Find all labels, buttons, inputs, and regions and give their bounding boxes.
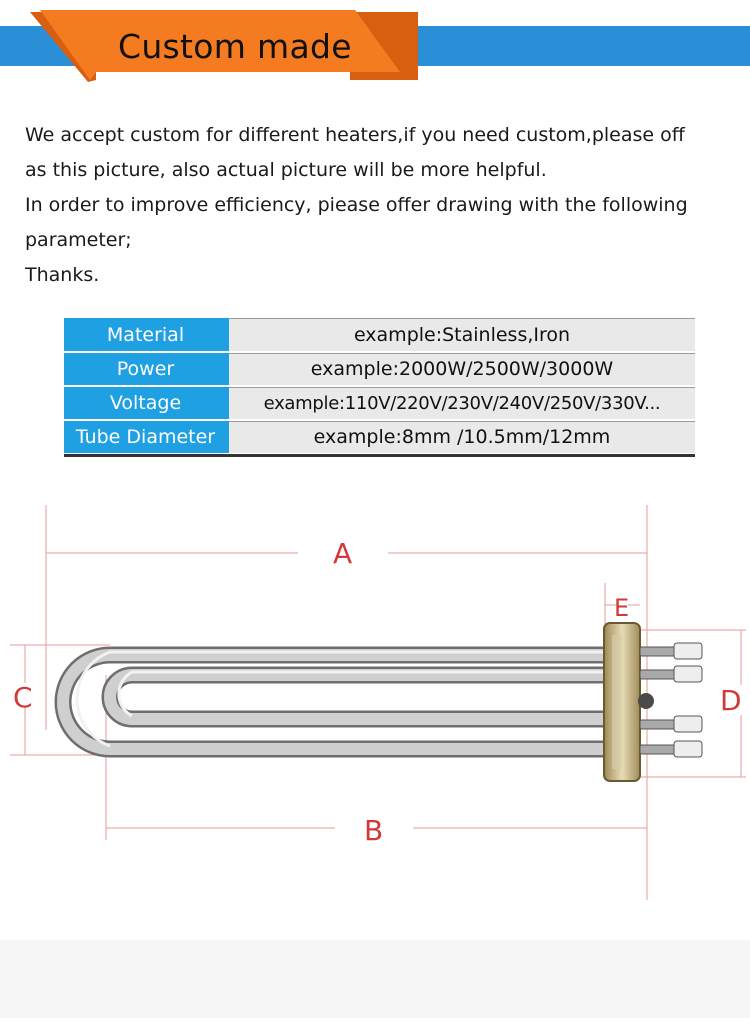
terminal-tab xyxy=(674,716,702,732)
param-label-voltage: Voltage xyxy=(64,386,228,420)
param-label-material: Material xyxy=(64,318,228,352)
param-value-tube-diameter: example:8mm /10.5mm/12mm xyxy=(228,420,695,454)
intro-line: We accept custom for different heaters,if you need custom,please off xyxy=(25,124,685,146)
terminal-tab xyxy=(674,666,702,682)
dim-label-e: E xyxy=(614,594,630,622)
param-label-tube-diameter: Tube Diameter xyxy=(64,420,228,454)
intro-line: as this picture, also actual picture will be more helpful. xyxy=(25,159,547,181)
dim-label-b: B xyxy=(364,814,384,847)
param-label-power: Power xyxy=(64,352,228,386)
parameter-table xyxy=(64,318,695,455)
table-row xyxy=(64,318,695,352)
ground-screw xyxy=(638,693,654,709)
footer-area xyxy=(0,940,750,1018)
dim-label-c: C xyxy=(13,681,33,714)
param-value-power: example:2000W/2500W/3000W xyxy=(228,352,695,386)
intro-line: parameter; xyxy=(25,229,132,251)
inner-tube-shadow xyxy=(110,675,612,719)
param-value-material: example:Stainless,Iron xyxy=(228,318,695,352)
terminals xyxy=(638,643,702,757)
banner-title: Custom made xyxy=(118,27,352,66)
terminal-tab xyxy=(674,643,702,659)
table-bottom-rule xyxy=(64,454,695,457)
param-value-voltage: example:110V/220V/230V/240V/250V/330V... xyxy=(228,386,695,420)
intro-line: Thanks. xyxy=(25,264,100,286)
intro-line: In order to improve efficiency, piease offer drawing with the following xyxy=(25,194,688,216)
heater-diagram xyxy=(0,495,750,915)
header-banner xyxy=(0,0,750,85)
dim-label-d: D xyxy=(720,684,742,717)
table-row xyxy=(64,386,695,420)
dim-label-a: A xyxy=(333,537,353,570)
outer-tube-highlight xyxy=(77,652,612,746)
table-row xyxy=(64,352,695,386)
banner-graphic xyxy=(0,0,750,85)
intro-text xyxy=(25,118,740,293)
flange-highlight xyxy=(612,635,622,769)
terminal-tab xyxy=(674,741,702,757)
table-row xyxy=(64,420,695,454)
